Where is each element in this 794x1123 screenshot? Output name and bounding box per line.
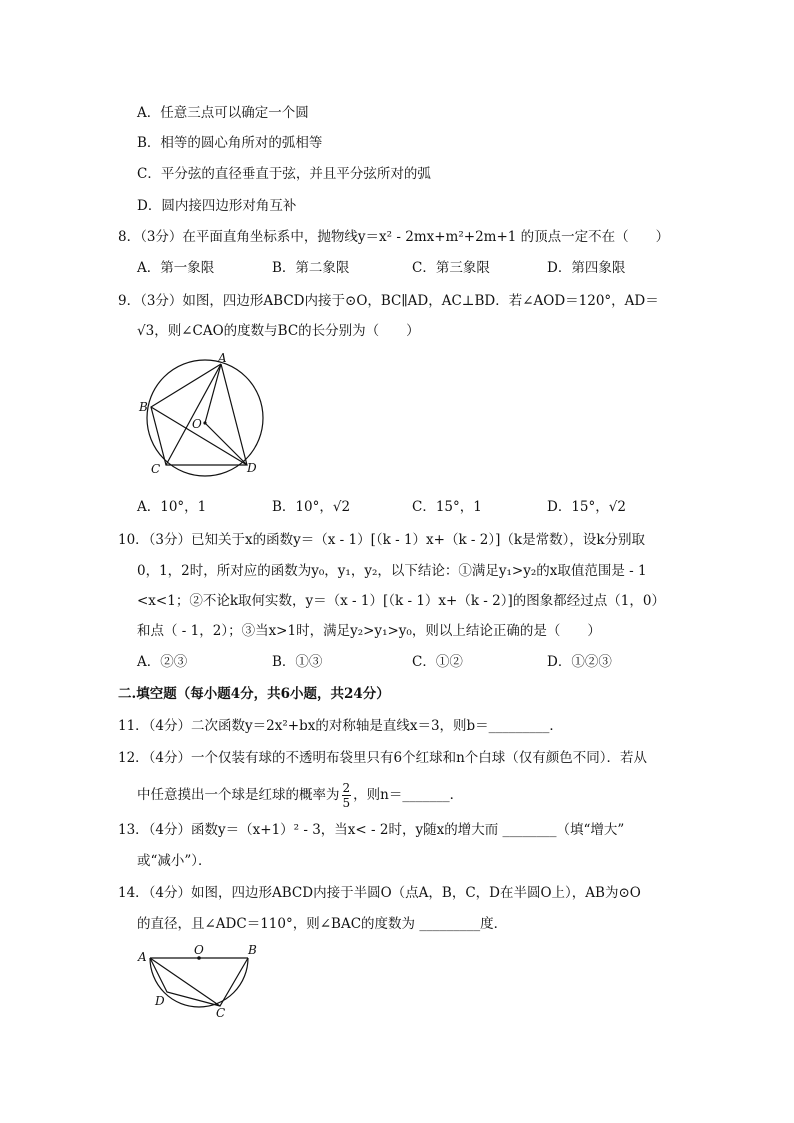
q12-line2 xyxy=(137,781,463,810)
q7-option-d: D．圆内接四边形对角互补 xyxy=(137,198,297,214)
q9-label-b: B xyxy=(139,400,148,414)
q14-line1: 14．（4分）如图，四边形ABCD内接于半圆O（点A，B，C，D在半圆O上），AB为⊙O xyxy=(118,885,641,901)
q10-line3: <x<1；②不论k取何实数，y＝（x - 1）[（k - 1）x+（k - 2）]的图象都经过点（1，0） xyxy=(137,593,665,609)
q12-line2-prefix: 中任意摸出一个球是红球的概率为 xyxy=(137,787,340,803)
q10-option-b: B．①③ xyxy=(272,654,323,670)
q14-label-d: D xyxy=(155,994,165,1008)
q9-label-d: D xyxy=(247,461,257,475)
q14-label-a: A xyxy=(138,950,147,964)
q7-option-c: C．平分弦的直径垂直于弦，并且平分弦所对的弧 xyxy=(137,166,431,182)
q7-option-b: B．相等的圆心角所对的弧相等 xyxy=(137,135,323,151)
q14-label-o: O xyxy=(194,943,204,957)
q12-fraction xyxy=(342,781,352,810)
q9-option-b: B．10°，√2 xyxy=(272,499,351,515)
q9-line1: 9．（3分）如图，四边形ABCD内接于⊙O，BC∥AD，AC⊥BD．若∠AOD＝120°，AD＝ xyxy=(118,293,659,309)
q8-option-d: D．第四象限 xyxy=(547,260,626,276)
q9-option-a: A．10°，1 xyxy=(137,499,207,515)
q9-label-c: C xyxy=(151,462,161,476)
q8-option-b: B．第二象限 xyxy=(272,260,350,276)
q7-option-a: A．任意三点可以确定一个圆 xyxy=(137,105,309,121)
q10-line1: 10．（3分）已知关于x的函数y＝（x - 1）[（k - 1）x+（k - 2）]（k是常数），设k分别取 xyxy=(118,532,646,548)
q10-option-d: D．①②③ xyxy=(547,654,612,670)
q11-text: 11．（4分）二次函数y＝2x²+bx的对称轴是直线x＝3，则b＝_________． xyxy=(118,718,563,734)
q9-label-o: O xyxy=(192,417,202,431)
q9-label-a: A xyxy=(218,351,227,365)
section-fill-in-heading: 二.填空题（每小题4分，共6小题，共24分） xyxy=(118,686,390,702)
q12-fraction-denominator: 5 xyxy=(342,796,351,810)
q12-line2-suffix: ，则n＝_______． xyxy=(353,787,464,803)
q8-option-c: C．第三象限 xyxy=(412,260,490,276)
q9-circle-figure xyxy=(134,350,274,480)
q9-line2: √3，则∠CAO的度数与BC的长分别为（ ） xyxy=(137,323,420,339)
q8-option-a: A．第一象限 xyxy=(137,260,215,276)
q14-label-c: C xyxy=(216,1006,226,1020)
q9-option-c: C．15°，1 xyxy=(412,499,482,515)
q10-line2: 0，1，2时，所对应的函数为y₀，y₁，y₂，以下结论：①满足y₁>y₂的x取值范围是 - 1 xyxy=(137,563,647,579)
q13-line2: 或“减小”）． xyxy=(137,853,212,869)
q13-line1: 13．（4分）函数y＝（x+1）² - 3，当x< - 2时，y随x的增大而 ________（填“增大” xyxy=(118,822,625,838)
q14-line2: 的直径，且∠ADC＝110°，则∠BAC的度数为 _________度． xyxy=(137,916,508,932)
q10-line4: 和点（ - 1，2）；③当x>1时，满足y₂>y₁>y₀，则以上结论正确的是（ ） xyxy=(137,623,601,639)
q14-label-b: B xyxy=(248,943,257,957)
q14-semicircle-figure xyxy=(134,940,264,1020)
q12-line1: 12．（4分）一个仅装有球的不透明布袋里只有6个红球和n个白球（仅有颜色不同）．若从 xyxy=(118,750,648,766)
q8-text: 8．（3分）在平面直角坐标系中，抛物线y＝x² - 2mx+m²+2m+1 的顶点一定不在（ ） xyxy=(118,229,670,245)
q10-option-c: C．①② xyxy=(412,654,463,670)
q9-option-d: D．15°，√2 xyxy=(547,499,626,515)
q12-fraction-numerator: 2 xyxy=(342,781,351,795)
q10-option-a: A．②③ xyxy=(137,654,188,670)
